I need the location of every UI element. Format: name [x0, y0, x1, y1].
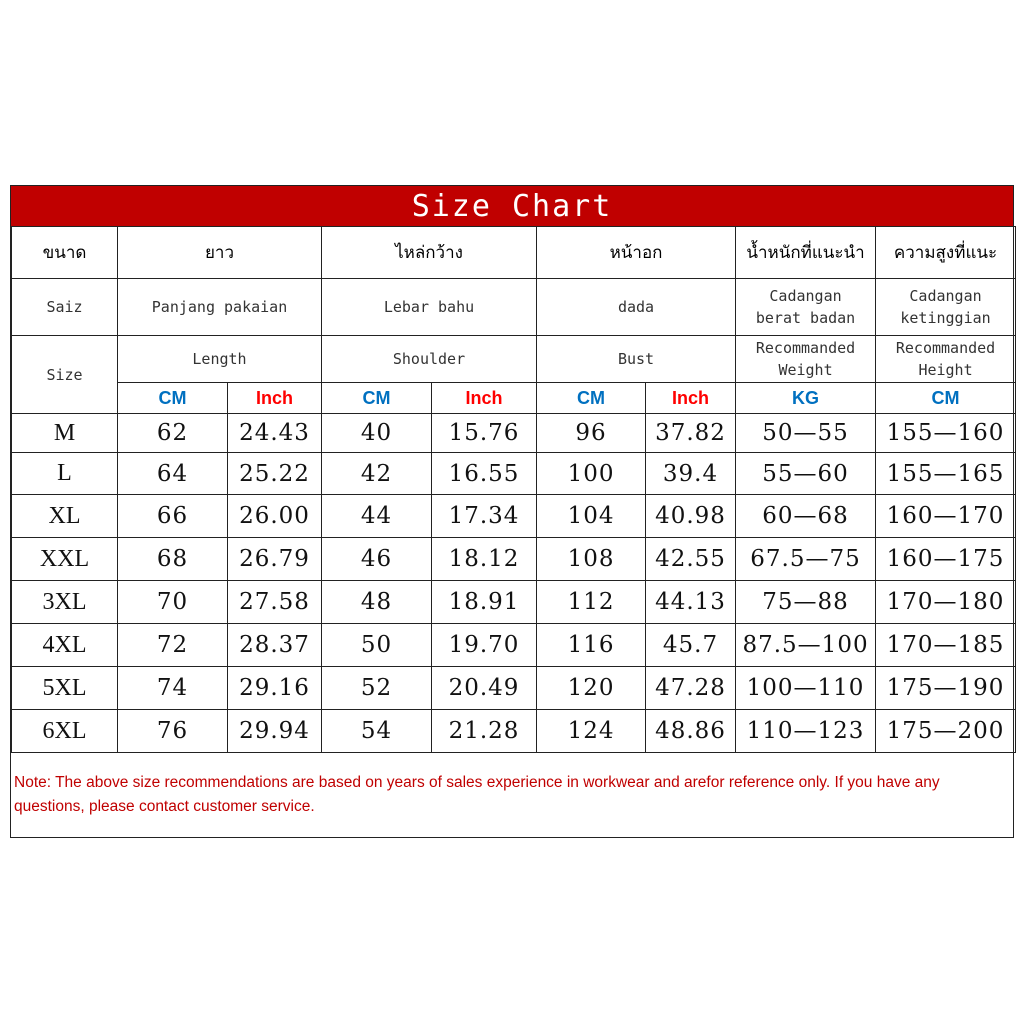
bust-cm-cell: 124 — [537, 710, 646, 753]
shoulder-cm-cell: 50 — [322, 624, 432, 667]
shoulder-cm-cell: 42 — [322, 453, 432, 495]
unit-weight-kg: KG — [736, 383, 876, 414]
shoulder-inch-cell: 18.91 — [432, 581, 537, 624]
weight-cell: 60—68 — [736, 495, 876, 538]
shoulder-cm-cell: 46 — [322, 538, 432, 581]
weight-cell: 55—60 — [736, 453, 876, 495]
bust-inch-cell: 48.86 — [646, 710, 736, 753]
unit-shoulder-cm: CM — [322, 383, 432, 414]
unit-length-inch: Inch — [228, 383, 322, 414]
header-weight-english: Recommanded Weight — [736, 336, 876, 383]
length-cm-cell: 70 — [118, 581, 228, 624]
shoulder-inch-cell: 19.70 — [432, 624, 537, 667]
unit-length-cm: CM — [118, 383, 228, 414]
chart-title: Size Chart — [11, 186, 1013, 226]
height-cell: 170—185 — [876, 624, 1016, 667]
weight-cell: 87.5—100 — [736, 624, 876, 667]
header-bust-malay: dada — [537, 279, 736, 336]
length-inch-cell: 25.22 — [228, 453, 322, 495]
bust-cm-cell: 100 — [537, 453, 646, 495]
length-inch-cell: 24.43 — [228, 414, 322, 453]
length-cm-cell: 62 — [118, 414, 228, 453]
header-shoulder-thai: ไหล่กว้าง — [322, 227, 537, 279]
table-row — [12, 453, 1016, 495]
length-cm-cell: 66 — [118, 495, 228, 538]
length-cm-cell: 68 — [118, 538, 228, 581]
unit-bust-cm: CM — [537, 383, 646, 414]
height-cell: 170—180 — [876, 581, 1016, 624]
header-length-malay: Panjang pakaian — [118, 279, 322, 336]
table-row — [12, 538, 1016, 581]
weight-cell: 75—88 — [736, 581, 876, 624]
table-row — [12, 667, 1016, 710]
bust-inch-cell: 44.13 — [646, 581, 736, 624]
shoulder-inch-cell: 20.49 — [432, 667, 537, 710]
length-inch-cell: 28.37 — [228, 624, 322, 667]
bust-inch-cell: 42.55 — [646, 538, 736, 581]
height-cell: 160—170 — [876, 495, 1016, 538]
height-cell: 155—160 — [876, 414, 1016, 453]
height-cell: 160—175 — [876, 538, 1016, 581]
shoulder-inch-cell: 17.34 — [432, 495, 537, 538]
shoulder-cm-cell: 52 — [322, 667, 432, 710]
length-cm-cell: 76 — [118, 710, 228, 753]
length-inch-cell: 27.58 — [228, 581, 322, 624]
unit-bust-inch: Inch — [646, 383, 736, 414]
bust-inch-cell: 40.98 — [646, 495, 736, 538]
size-cell: 3XL — [12, 581, 118, 624]
height-cell: 175—200 — [876, 710, 1016, 753]
table-row — [12, 495, 1016, 538]
length-inch-cell: 29.94 — [228, 710, 322, 753]
shoulder-cm-cell: 48 — [322, 581, 432, 624]
header-size-malay: Saiz — [12, 279, 118, 336]
shoulder-cm-cell: 54 — [322, 710, 432, 753]
shoulder-inch-cell: 16.55 — [432, 453, 537, 495]
table-row — [12, 414, 1016, 453]
shoulder-cm-cell: 44 — [322, 495, 432, 538]
length-cm-cell: 72 — [118, 624, 228, 667]
bust-cm-cell: 116 — [537, 624, 646, 667]
header-size-thai: ขนาด — [12, 227, 118, 279]
bust-cm-cell: 112 — [537, 581, 646, 624]
bust-inch-cell: 39.4 — [646, 453, 736, 495]
table-row — [12, 624, 1016, 667]
bust-inch-cell: 37.82 — [646, 414, 736, 453]
weight-cell: 67.5—75 — [736, 538, 876, 581]
header-height-malay: Cadangan ketinggian — [876, 279, 1016, 336]
size-cell: XXL — [12, 538, 118, 581]
shoulder-inch-cell: 21.28 — [432, 710, 537, 753]
length-inch-cell: 26.79 — [228, 538, 322, 581]
header-shoulder-english: Shoulder — [322, 336, 537, 383]
size-cell: M — [12, 414, 118, 453]
shoulder-inch-cell: 18.12 — [432, 538, 537, 581]
shoulder-cm-cell: 40 — [322, 414, 432, 453]
unit-shoulder-inch: Inch — [432, 383, 537, 414]
note-text: Note: The above size recommendations are based on years of sales experience in workwear and arefor reference only. If you have any questions, please contact customer service. — [14, 774, 940, 815]
length-inch-cell: 29.16 — [228, 667, 322, 710]
header-row-english — [12, 336, 1016, 383]
header-bust-english: Bust — [537, 336, 736, 383]
size-cell: 4XL — [12, 624, 118, 667]
header-shoulder-malay: Lebar bahu — [322, 279, 537, 336]
size-cell: 5XL — [12, 667, 118, 710]
header-weight-thai: น้ำหนักที่แนะนำ — [736, 227, 876, 279]
table-row — [12, 581, 1016, 624]
length-cm-cell: 74 — [118, 667, 228, 710]
height-cell: 155—165 — [876, 453, 1016, 495]
size-chart — [10, 185, 1014, 838]
header-row-units — [12, 383, 1016, 414]
weight-cell: 100—110 — [736, 667, 876, 710]
bust-cm-cell: 96 — [537, 414, 646, 453]
header-length-thai: ยาว — [118, 227, 322, 279]
header-size-english: Size — [12, 336, 118, 414]
bust-inch-cell: 47.28 — [646, 667, 736, 710]
height-cell: 175—190 — [876, 667, 1016, 710]
size-cell: L — [12, 453, 118, 495]
bust-cm-cell: 104 — [537, 495, 646, 538]
length-cm-cell: 64 — [118, 453, 228, 495]
size-cell: 6XL — [12, 710, 118, 753]
bust-inch-cell: 45.7 — [646, 624, 736, 667]
size-table — [11, 226, 1016, 753]
header-row-thai — [12, 227, 1016, 279]
weight-cell: 110—123 — [736, 710, 876, 753]
header-length-english: Length — [118, 336, 322, 383]
header-height-english: Recommanded Height — [876, 336, 1016, 383]
weight-cell: 50—55 — [736, 414, 876, 453]
header-height-thai: ความสูงที่แนะ — [876, 227, 1016, 279]
shoulder-inch-cell: 15.76 — [432, 414, 537, 453]
length-inch-cell: 26.00 — [228, 495, 322, 538]
unit-height-cm: CM — [876, 383, 1016, 414]
bust-cm-cell: 120 — [537, 667, 646, 710]
header-weight-malay: Cadangan berat badan — [736, 279, 876, 336]
bust-cm-cell: 108 — [537, 538, 646, 581]
header-row-malay — [12, 279, 1016, 336]
header-bust-thai: หน้าอก — [537, 227, 736, 279]
table-row — [12, 710, 1016, 753]
size-cell: XL — [12, 495, 118, 538]
